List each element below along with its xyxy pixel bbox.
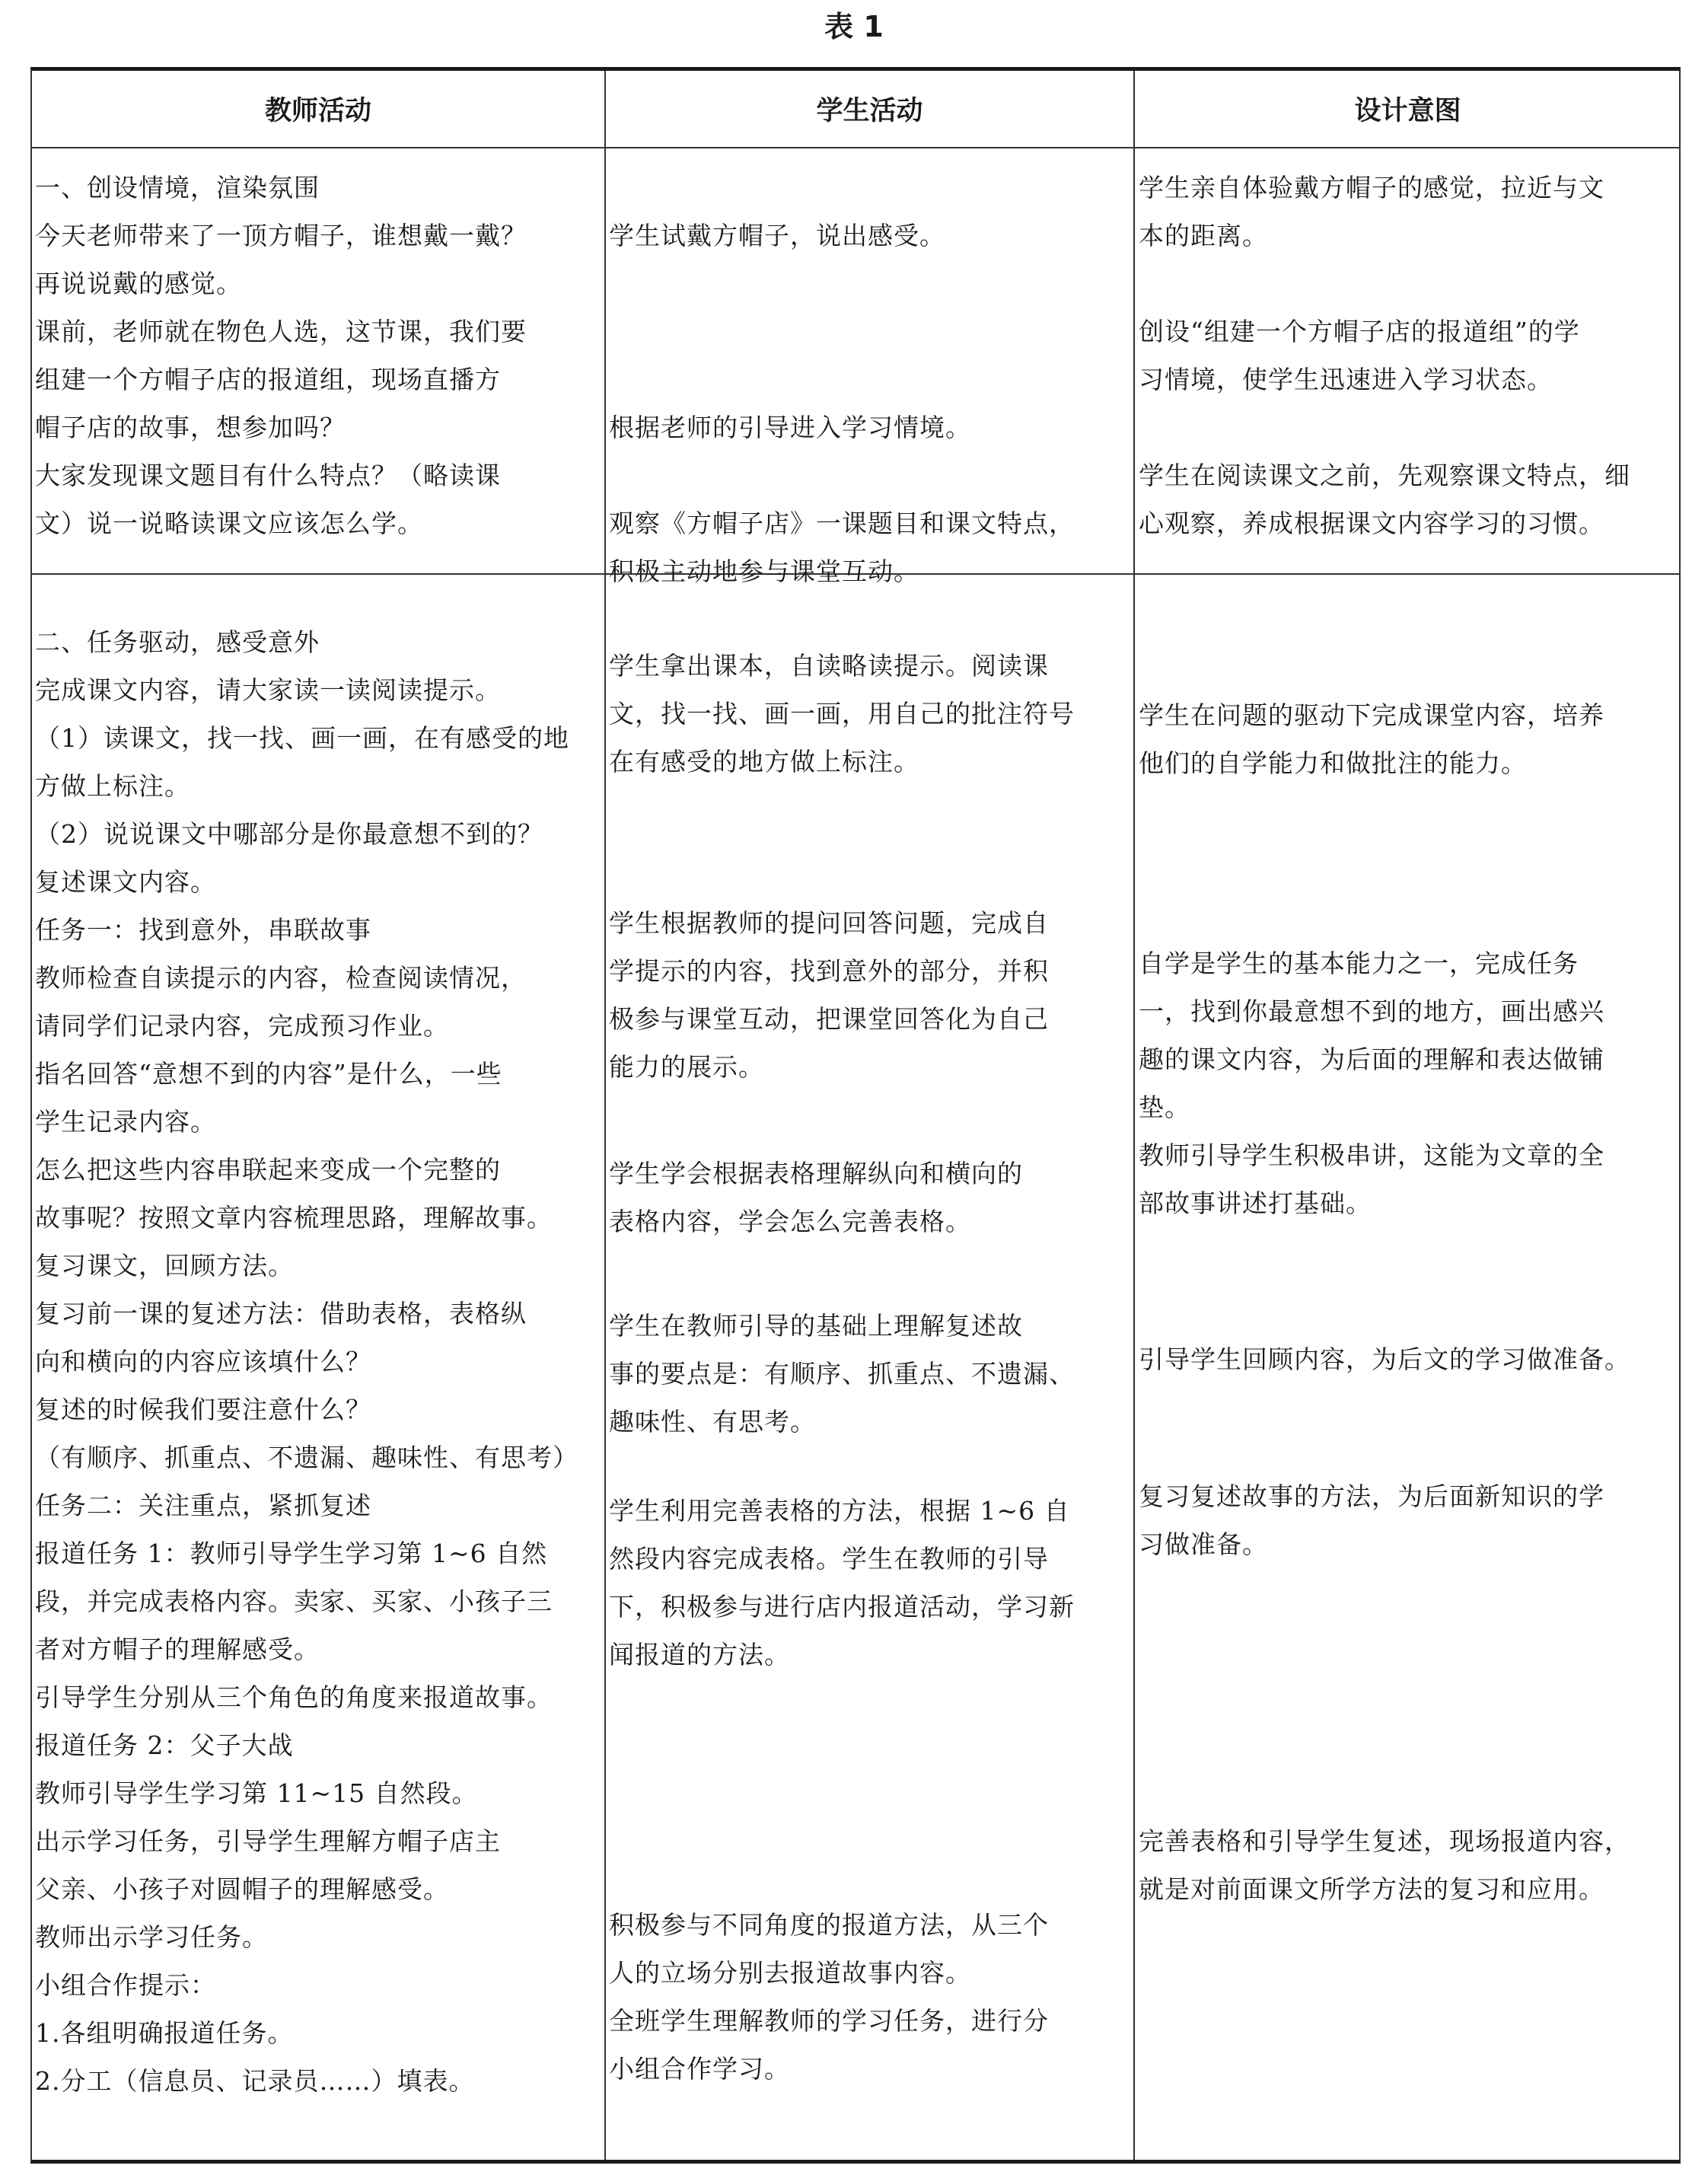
row2-student-line: 表格内容，学会怎么完善表格。 — [609, 1207, 971, 1236]
row2-student-line: 下，积极参与进行店内报道活动，学习新 — [609, 1592, 1075, 1622]
row2-teacher-line: 引导学生分别从三个角色的角度来报道故事。 — [35, 1682, 553, 1712]
row2-teacher-line: 故事呢？按照文章内容梳理思路，理解故事。 — [35, 1203, 553, 1233]
row2-teacher-line: 教师出示学习任务。 — [35, 1922, 268, 1952]
row2-teacher-line: 复习课文，回顾方法。 — [35, 1251, 294, 1280]
row2-teacher-line: 任务二：关注重点，紧抓复述 — [35, 1491, 371, 1520]
row2-student-text — [609, 642, 1133, 786]
row2-teacher-line: 复习前一课的复述方法：借助表格，表格纵 — [35, 1299, 527, 1328]
row2-student-line: 全班学生理解教师的学习任务，进行分 — [609, 2006, 1049, 2036]
row2-teacher-line: 父亲、小孩子对圆帽子的理解感受。 — [35, 1874, 449, 1904]
row2-intent-line: 习做准备。 — [1139, 1529, 1268, 1559]
row2-teacher-line: 教师引导学生学习第 11~15 自然段。 — [35, 1778, 478, 1808]
row2-student-line: 极参与课堂互动，把课堂回答化为自己 — [609, 1004, 1049, 1034]
row2-intent-text — [1139, 691, 1681, 787]
row2-teacher-line: 报道任务 2：父子大战 — [35, 1730, 294, 1760]
row2-student-text — [609, 1487, 1133, 1679]
row2-teacher-line: 小组合作提示： — [35, 1970, 216, 2000]
row2-intent-line: 垫。 — [1139, 1092, 1190, 1122]
table-title: 表 1 — [824, 10, 884, 43]
row2-intent-line: 完善表格和引导学生复述，现场报道内容， — [1139, 1826, 1630, 1856]
row1-student-text — [609, 403, 1133, 451]
row2-teacher-line: 报道任务 1：教师引导学生学习第 1~6 自然 — [35, 1539, 548, 1568]
header-design-intent: 设计意图 — [1354, 96, 1461, 126]
row2-student-line: 学生在教师引导的基础上理解复述故 — [609, 1311, 1023, 1341]
row2-intent-text — [1139, 1335, 1681, 1383]
row2-teacher-line: 二、任务驱动，感受意外 — [35, 627, 320, 657]
row2-intent-line: 一，找到你最意想不到的地方，画出感兴 — [1139, 997, 1604, 1026]
row2-student-line: 事的要点是：有顺序、抓重点、不遗漏、 — [609, 1359, 1075, 1389]
row1-student-line: 学生试戴方帽子，说出感受。 — [609, 221, 945, 250]
row1-teacher-line: 课前，老师就在物色人选，这节课，我们要 — [35, 317, 527, 346]
row2-student-line: 闻报道的方法。 — [609, 1640, 790, 1670]
row1-student-line: 观察《方帽子店》一课题目和课文特点， — [609, 509, 1075, 538]
row1-teacher-cell — [35, 164, 603, 547]
row1-teacher-line: 组建一个方帽子店的报道组，现场直播方 — [35, 365, 501, 394]
row2-teacher-line: （1）读课文，找一找、画一画，在有感受的地 — [35, 723, 569, 753]
row2-teacher-line: 指名回答“意想不到的内容”是什么，一些 — [35, 1059, 502, 1089]
row1-teacher-line: 一、创设情境，渲染氛围 — [35, 173, 320, 203]
row2-teacher-line: 方做上标注。 — [35, 771, 190, 801]
row1-student-line: 积极主动地参与课堂互动。 — [609, 557, 919, 586]
header-divider — [32, 147, 1679, 148]
row2-intent-line: 教师引导学生积极串讲，这能为文章的全 — [1139, 1140, 1604, 1170]
row1-intent-line: 本的距离。 — [1139, 221, 1268, 250]
row1-intent-line: 心观察，养成根据课文内容学习的习惯。 — [1139, 509, 1604, 538]
row2-intent-line: 复习复述故事的方法，为后面新知识的学 — [1139, 1481, 1604, 1511]
row2-student-line: 文，找一找、画一画，用自己的批注符号 — [609, 699, 1075, 729]
column-divider — [604, 71, 606, 2160]
row2-student-line: 趣味性、有思考。 — [609, 1407, 816, 1437]
row1-student-line: 根据老师的引导进入学习情境。 — [609, 413, 971, 442]
lesson-table — [30, 67, 1681, 2164]
row2-teacher-line: 段，并完成表格内容。卖家、买家、小孩子三 — [35, 1587, 553, 1616]
row1-intent-line: 创设“组建一个方帽子店的报道组”的学 — [1139, 317, 1580, 346]
row2-teacher-line: 出示学习任务，引导学生理解方帽子店主 — [35, 1826, 501, 1856]
row2-teacher-line: 怎么把这些内容串联起来变成一个完整的 — [35, 1155, 501, 1185]
row2-intent-line: 部故事讲述打基础。 — [1139, 1188, 1372, 1218]
row1-intent-text — [1139, 308, 1681, 403]
row2-student-line: 人的立场分别去报道故事内容。 — [609, 1958, 971, 1988]
header-teacher-activity: 教师活动 — [264, 96, 371, 126]
row1-teacher-line: 文）说一说略读课文应该怎么学。 — [35, 509, 423, 538]
row2-intent-line: 趣的课文内容，为后面的理解和表达做铺 — [1139, 1044, 1604, 1074]
row2-intent-line: 就是对前面课文所学方法的复习和应用。 — [1139, 1874, 1604, 1904]
row2-teacher-line: （有顺序、抓重点、不遗漏、趣味性、有思考） — [35, 1443, 578, 1472]
row2-teacher-line: 学生记录内容。 — [35, 1107, 216, 1137]
row2-student-line: 学生利用完善表格的方法，根据 1~6 自 — [609, 1496, 1070, 1526]
row2-teacher-line: 完成课文内容，请大家读一读阅读提示。 — [35, 675, 501, 705]
row2-intent-line: 他们的自学能力和做批注的能力。 — [1139, 748, 1527, 778]
row2-student-line: 在有感受的地方做上标注。 — [609, 747, 919, 777]
row1-teacher-line: 大家发现课文题目有什么特点？（略读课 — [35, 461, 501, 490]
row2-teacher-line: 向和横向的内容应该填什么？ — [35, 1347, 371, 1376]
row1-student-text — [609, 499, 1133, 595]
row2-intent-text — [1139, 1472, 1681, 1568]
row2-student-text — [609, 899, 1133, 1091]
row2-student-line: 学生拿出课本，自读略读提示。阅读课 — [609, 651, 1049, 681]
row1-intent-text — [1139, 164, 1681, 260]
row2-teacher-line: 复述课文内容。 — [35, 867, 216, 897]
row2-teacher-cell — [35, 618, 603, 2105]
row2-student-text — [609, 1150, 1133, 1245]
row2-student-line: 然段内容完成表格。学生在教师的引导 — [609, 1544, 1049, 1574]
row1-teacher-line: 今天老师带来了一顶方帽子，谁想戴一戴？ — [35, 221, 527, 250]
row2-teacher-line: 教师检查自读提示的内容，检查阅读情况， — [35, 963, 527, 993]
row2-student-line: 小组合作学习。 — [609, 2054, 790, 2084]
row2-student-line: 积极参与不同角度的报道方法，从三个 — [609, 1910, 1049, 1940]
row2-teacher-line: 请同学们记录内容，完成预习作业。 — [35, 1011, 449, 1041]
row2-teacher-line: 复述的时候我们要注意什么？ — [35, 1395, 371, 1424]
row1-teacher-line: 再说说戴的感觉。 — [35, 269, 242, 298]
row2-teacher-line: 1.各组明确报道任务。 — [35, 2018, 294, 2048]
row2-teacher-line: 2.分工（信息员、记录员……）填表。 — [35, 2066, 475, 2096]
row2-student-line: 学提示的内容，找到意外的部分，并积 — [609, 956, 1049, 986]
column-divider — [1133, 71, 1135, 2160]
row1-intent-text — [1139, 451, 1681, 547]
row1-intent-line: 习情境，使学生迅速进入学习状态。 — [1139, 365, 1553, 394]
row2-student-text — [609, 1901, 1133, 2093]
row2-intent-text — [1139, 939, 1681, 1227]
row2-intent-text — [1139, 1817, 1681, 1913]
row2-intent-line: 自学是学生的基本能力之一，完成任务 — [1139, 949, 1579, 978]
row2-student-line: 能力的展示。 — [609, 1052, 764, 1082]
row2-teacher-line: 任务一：找到意外，串联故事 — [35, 915, 371, 945]
row2-intent-line: 学生在问题的驱动下完成课堂内容，培养 — [1139, 700, 1604, 730]
header-student-activity: 学生活动 — [816, 96, 923, 126]
row1-intent-line: 学生亲自体验戴方帽子的感觉，拉近与文 — [1139, 173, 1604, 203]
row2-intent-line: 引导学生回顾内容，为后文的学习做准备。 — [1139, 1344, 1630, 1374]
row1-student-text — [609, 212, 1133, 260]
row2-teacher-line: 者对方帽子的理解感受。 — [35, 1634, 320, 1664]
row2-teacher-line: （2）说说课文中哪部分是你最意想不到的？ — [35, 819, 543, 849]
row2-student-text — [609, 1302, 1133, 1446]
row1-teacher-line: 帽子店的故事，想参加吗？ — [35, 413, 346, 442]
row1-intent-line: 学生在阅读课文之前，先观察课文特点，细 — [1139, 461, 1630, 490]
row2-student-line: 学生根据教师的提问回答问题，完成自 — [609, 908, 1049, 938]
row2-student-line: 学生学会根据表格理解纵向和横向的 — [609, 1159, 1023, 1188]
